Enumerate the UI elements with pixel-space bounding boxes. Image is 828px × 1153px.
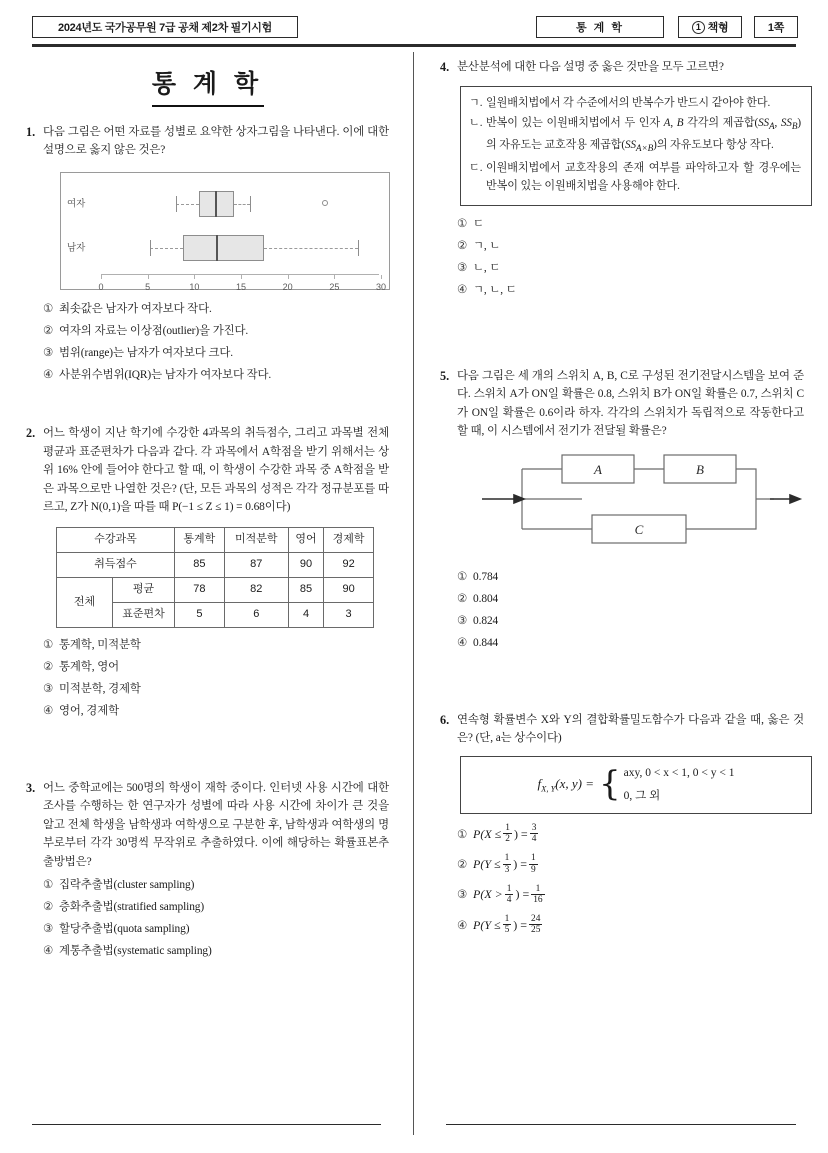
table-row <box>57 527 374 552</box>
question-3-options <box>43 876 389 960</box>
option-mark: ④ <box>43 368 54 381</box>
question-3-text: 어느 중학교에는 500명의 학생이 재학 중이다. 인터넷 사용 시간에 대한 조사를 수행하는 한 연구자가 성별에 따라 사용 시간에 차이가 큰 것을 알고 전체 학생을 남학생과 여학생으로 구분한 후, 남학생과 여학생의 명부로부터 각각 30명씩 무작위로 추출하였다. 이에 해당하는 확률표본추출방법은? <box>43 781 389 868</box>
option-item[interactable] <box>43 636 389 654</box>
option-mark: ③ <box>43 923 54 936</box>
table-cell: 미적분학 <box>224 527 288 552</box>
question-4 <box>440 58 804 299</box>
option-item[interactable] <box>43 344 389 362</box>
option-mark: ④ <box>43 945 54 958</box>
axis-tick <box>194 275 195 279</box>
whisker-high <box>264 248 357 249</box>
right-column-bottom-rule <box>446 1124 796 1125</box>
option-text: 미적분학, 경제학 <box>59 683 141 696</box>
whisker-cap-high <box>250 196 251 212</box>
question-5-number: 5. <box>440 368 450 383</box>
scores-table <box>56 527 374 629</box>
option-item[interactable] <box>457 612 804 630</box>
option-text: P(Y ≤ $\frac{1}{3}$ ) = $\frac{1}{9}$ <box>473 853 536 875</box>
median-line <box>215 191 217 217</box>
question-3 <box>26 779 389 961</box>
boxplot-group-label-female: 여자 <box>67 198 86 210</box>
question-1 <box>26 123 389 384</box>
whisker-cap-high <box>358 240 359 256</box>
option-mark: ① <box>457 571 468 584</box>
book-type-label: 책형 <box>707 22 729 34</box>
axis-tick <box>148 275 149 279</box>
median-line <box>216 235 218 261</box>
option-text: 0.844 <box>473 637 499 650</box>
statement-mark: ㄱ. <box>469 96 483 109</box>
axis-tick-label: 0 <box>98 281 104 292</box>
option-item[interactable] <box>43 366 389 384</box>
formula-lhs: $f_{X, Y}(x$, y) = <box>537 775 595 794</box>
statement-mark: ㄴ. <box>469 117 483 130</box>
option-item[interactable] <box>43 898 389 916</box>
exam-title-box: 2024년도 국가공무원 7급 공채 제2차 필기시험 <box>32 16 298 38</box>
option-mark: ② <box>43 324 54 337</box>
option-mark: ① <box>457 828 468 841</box>
option-text: 집락추출법(cluster sampling) <box>59 879 195 892</box>
axis-tick <box>101 275 102 279</box>
statement-item <box>469 94 801 112</box>
table-cell: 82 <box>224 578 288 603</box>
option-mark: ③ <box>43 683 54 696</box>
whisker-high <box>234 204 251 205</box>
question-6-options <box>457 824 804 936</box>
axis-tick <box>241 275 242 279</box>
option-item[interactable] <box>457 215 804 233</box>
option-text: 층화추출법(stratified sampling) <box>59 901 205 914</box>
title-underline <box>152 105 264 107</box>
formula-case-1: axy, 0 < x < 1, 0 < y < 1 <box>623 766 735 779</box>
table-row <box>57 578 374 603</box>
option-item[interactable] <box>43 876 389 894</box>
option-item[interactable] <box>43 322 389 340</box>
question-6-number: 6. <box>440 712 450 727</box>
question-5 <box>440 367 804 653</box>
question-2-options <box>43 636 389 720</box>
table-header-overall: 전체 <box>57 578 113 628</box>
option-text: 0.824 <box>473 615 499 628</box>
page-title: 통 계 학 <box>151 70 264 98</box>
question-3-number: 3. <box>26 780 36 795</box>
option-item[interactable] <box>43 658 389 676</box>
question-1-number: 1. <box>26 125 36 139</box>
whisker-low <box>150 248 184 249</box>
option-text: 0.784 <box>473 571 499 584</box>
question-2-number: 2. <box>26 426 36 441</box>
option-mark: ③ <box>457 889 468 902</box>
axis-tick <box>288 275 289 279</box>
option-text: P(X > $\frac{1}{4}$ ) = $\frac{1}{16}$ <box>473 883 543 905</box>
switch-b-label: B <box>696 461 704 477</box>
option-text: 통계학, 미적분학 <box>59 639 141 652</box>
option-item[interactable] <box>457 915 804 936</box>
option-mark: ② <box>457 239 468 252</box>
boxplot-figure <box>60 172 390 290</box>
option-item[interactable] <box>457 884 804 905</box>
statement-text: 반복이 있는 이원배치법에서 두 인자 A, B 각각의 제곱합($SS_A$, $SS_B$)의 자유도는 교호작용 제곱합$(SS_{A\times B})$의 자유도보다 항상 작다. <box>486 117 801 154</box>
table-cell: 3 <box>324 603 374 628</box>
axis-tick-label: 20 <box>282 281 293 292</box>
option-text: ㄱ, ㄴ <box>473 239 501 252</box>
table-cell: 85 <box>175 552 225 577</box>
option-mark: ② <box>457 593 468 606</box>
axis-tick-label: 30 <box>375 281 387 292</box>
formula-box-q6 <box>460 756 812 814</box>
option-text: P(X ≤ $\frac{1}{2}$ ) = $\frac{3}{4}$ <box>473 823 537 845</box>
brace-icon: { <box>599 764 621 805</box>
question-6 <box>440 711 804 936</box>
book-type-box <box>678 16 742 38</box>
option-text: ㄴ, ㄷ <box>473 261 501 274</box>
box-iqr <box>183 235 264 261</box>
two-column-body <box>0 52 828 1135</box>
axis-tick <box>334 275 335 279</box>
option-item[interactable] <box>43 680 389 698</box>
table-cell: 영어 <box>288 527 323 552</box>
option-mark: ③ <box>43 346 54 359</box>
option-text: 여자의 자료는 이상점(outlier)을 가진다. <box>59 324 249 337</box>
option-mark: ④ <box>457 919 468 932</box>
table-cell: 92 <box>324 552 374 577</box>
question-4-number: 4. <box>440 60 450 74</box>
table-row <box>57 552 374 577</box>
question-1-options <box>43 300 389 384</box>
option-item[interactable] <box>457 854 804 875</box>
table-cell: 경제학 <box>324 527 374 552</box>
option-item[interactable] <box>43 942 389 960</box>
statement-item <box>469 159 801 196</box>
option-mark: ② <box>43 661 54 674</box>
switch-a-label: A <box>594 461 602 477</box>
option-text: 영어, 경제학 <box>59 705 120 718</box>
statement-mark: ㄷ. <box>469 162 483 174</box>
table-cell: 6 <box>224 603 288 628</box>
option-item[interactable] <box>457 590 804 608</box>
statement-text: 일원배치법에서 각 수준에서의 반복수가 반드시 같아야 한다. <box>486 96 771 109</box>
subject-box: 통 계 학 <box>536 16 664 38</box>
right-column <box>414 52 828 1135</box>
table-cell: 90 <box>324 578 374 603</box>
option-mark: ① <box>43 639 54 652</box>
question-4-options <box>457 215 804 299</box>
axis-tick-label: 25 <box>329 281 340 292</box>
question-2 <box>26 424 389 720</box>
option-item[interactable] <box>457 259 804 277</box>
table-cell: 5 <box>175 603 225 628</box>
question-5-text: 다음 그림은 세 개의 스위치 A, B, C로 구성된 전기전달시스템을 보여 준다. 스위치 A가 ON일 확률은 0.8, 스위치 B가 ON일 확률은 0.7, 스위치 C가 ON일 확률은 0.6이라 하자. 각각의 스위치가 독립적으로 작동한다고 할 때, 이 시스템에서 전기가 전달될 확률은? <box>457 369 804 438</box>
outlier-point <box>322 200 328 206</box>
question-5-options <box>457 568 804 652</box>
circuit-diagram-q5 <box>474 451 804 547</box>
boxplot-series-male <box>101 235 379 261</box>
option-text: 0.804 <box>473 593 499 606</box>
statement-item <box>469 114 801 157</box>
whisker-low <box>176 204 199 205</box>
option-mark: ① <box>43 302 54 315</box>
table-header-sd: 표준편차 <box>113 603 175 628</box>
header-divider <box>32 44 796 47</box>
table-header-mean: 평균 <box>113 578 175 603</box>
option-item[interactable] <box>457 824 804 845</box>
question-2-text: 어느 학생이 지난 학기에 수강한 4과목의 취득점수, 그리고 과목별 전체 평균과 표준편차가 다음과 같다. 각 과목에서 A학점을 받기 위해서는 상위 16% 안에 들어야 한다고 할 때, 이 학생이 수강한 과목 중 A학점을 받은 과목으로만 나열한 것은? (단, 모든 과목의 성적은 각각 정규분포를 따르고, Z가 N(0,1)을 따를 때 P(−1 ≤ Z ≤ 1) = 0.68이다) <box>43 427 389 514</box>
boxplot-series-female <box>101 191 379 217</box>
question-4-text: 분산분석에 대한 다음 설명 중 옳은 것만을 모두 고르면? <box>457 61 724 73</box>
option-text: 최솟값은 남자가 여자보다 작다. <box>59 302 212 315</box>
question-6-text: 연속형 확률변수 X와 Y의 결합확률밀도함수가 다음과 같을 때, 옳은 것은? (단, a는 상수이다) <box>457 713 804 745</box>
option-mark: ④ <box>43 705 54 718</box>
option-mark: ④ <box>457 283 468 296</box>
whisker-cap-low <box>150 240 151 256</box>
circled-number-icon: 1 <box>692 21 705 34</box>
axis-tick-label: 15 <box>235 281 247 292</box>
table-header-subject: 수강과목 <box>57 527 175 552</box>
option-mark: ② <box>457 858 468 871</box>
axis-tick-label: 5 <box>145 281 151 292</box>
option-item[interactable] <box>43 702 389 720</box>
boxplot-x-axis <box>98 274 387 292</box>
option-item[interactable] <box>457 634 804 652</box>
statement-box-q4 <box>460 86 812 206</box>
option-mark: ① <box>43 879 54 892</box>
left-column <box>0 52 414 1135</box>
option-mark: ① <box>457 217 468 230</box>
option-text: 할당추출법(quota sampling) <box>59 923 190 936</box>
option-text: 범위(range)는 남자가 여자보다 크다. <box>59 346 234 359</box>
table-header-score: 취득점수 <box>57 552 175 577</box>
option-text: P(Y ≤ $\frac{1}{5}$ ) = $\frac{24}{25}$ <box>473 914 541 936</box>
option-mark: ③ <box>457 261 468 274</box>
option-mark: ② <box>43 901 54 914</box>
page-number-box: 1쪽 <box>754 16 798 38</box>
boxplot-group-label-male: 남자 <box>67 242 86 254</box>
statement-text: 이원배치법에서 교호작용의 존재 여부를 파악하고자 할 경우에는 반복이 있는 이원배치법을 사용해야 한다. <box>486 162 801 193</box>
whisker-cap-low <box>176 196 177 212</box>
table-cell: 78 <box>175 578 225 603</box>
option-text: 계통추출법(systematic sampling) <box>59 945 212 958</box>
table-cell: 85 <box>288 578 323 603</box>
option-item[interactable] <box>43 300 389 318</box>
option-item[interactable] <box>457 568 804 586</box>
page-header <box>0 12 828 42</box>
option-item[interactable] <box>43 920 389 938</box>
option-text: ㄱ, ㄴ, ㄷ <box>473 283 517 296</box>
option-text: 사분위수범위(IQR)는 남자가 여자보다 작다. <box>59 368 272 381</box>
question-1-text: 다음 그림은 어떤 자료를 성별로 요약한 상자그림을 나타낸다. 이에 대한 설명으로 옳지 않은 것은? <box>43 126 389 157</box>
table-cell: 4 <box>288 603 323 628</box>
formula-cases <box>624 764 735 806</box>
axis-tick <box>381 275 382 279</box>
option-text: ㄷ <box>473 217 484 230</box>
option-mark: ④ <box>457 637 468 650</box>
option-mark: ③ <box>457 615 468 628</box>
joint-pdf-formula <box>538 764 735 806</box>
table-cell: 87 <box>224 552 288 577</box>
option-item[interactable] <box>457 237 804 255</box>
axis-tick-label: 10 <box>189 281 200 292</box>
switch-c-label: C <box>634 521 644 537</box>
left-column-bottom-rule <box>32 1124 381 1125</box>
option-text: 통계학, 영어 <box>59 661 120 674</box>
table-cell: 통계학 <box>175 527 225 552</box>
option-item[interactable] <box>457 281 804 299</box>
table-cell: 90 <box>288 552 323 577</box>
formula-case-2: 0, 그 외 <box>623 790 661 803</box>
